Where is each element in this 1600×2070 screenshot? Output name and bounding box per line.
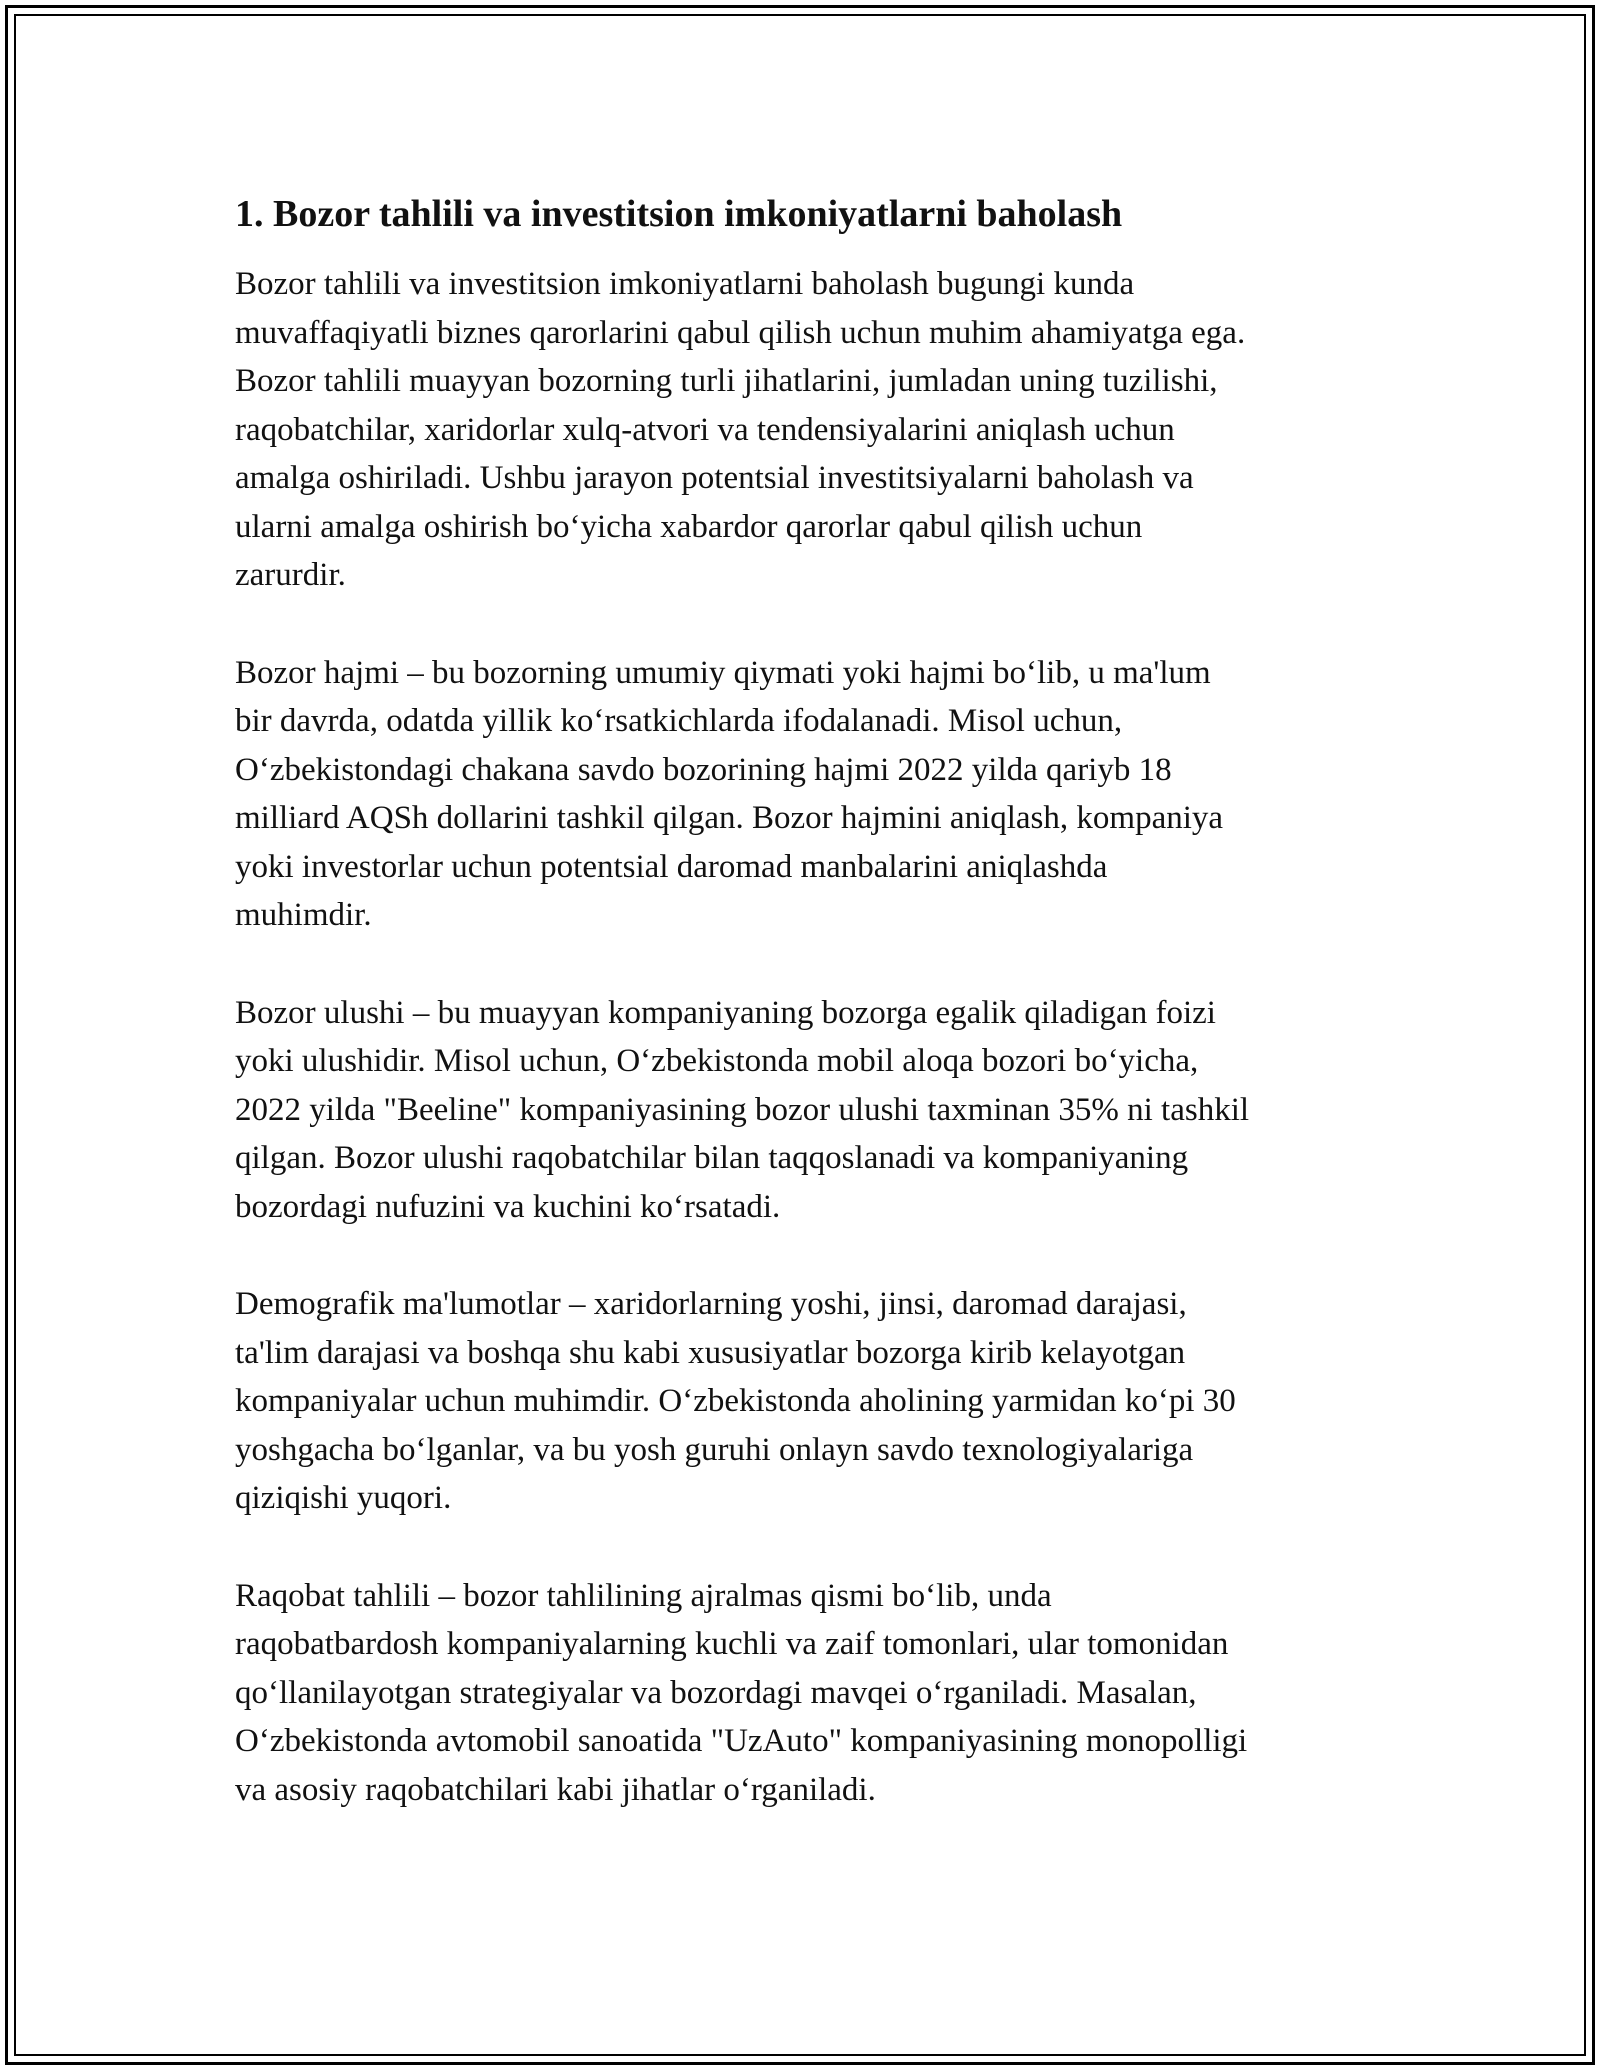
- document-body: [235, 186, 1370, 1863]
- paragraph-competition: Raqobat tahlili – bozor tahlilining ajralmas qismi boʻlib, unda raqobatbardosh kompaniyalarning kuchli va zaif tomonlari, ular tomonidan qoʻllanilayotgan strategiyalar va bozordagi mavqei oʻrganiladi. Masalan, Oʻzbekistonda avtomobil sanoatida "UzAuto" kompaniyasining monopolligi va asosiy raqobatchilari kabi jihatlar oʻrganiladi.: [235, 1577, 1248, 1808]
- paragraph-demographics: Demografik ma'lumotlar – xaridorlarning yoshi, jinsi, daromad darajasi, ta'lim darajasi va boshqa shu kabi xususiyatlar bozorga kirib kelayotgan kompaniyalar uchun muhimdir. Oʻzbekistonda aholining yarmidan koʻpi 30 yoshgacha boʻlganlar, va bu yosh guruhi onlayn savdo texnologiyalariga qiziqishi yuqori.: [235, 1286, 1236, 1516]
- paragraph-market-size: Bozor hajmi – bu bozorning umumiy qiymati yoki hajmi boʻlib, u ma'lum bir davrda, odatda yillik koʻrsatkichlarda ifodalanadi. Misol uchun, Oʻzbekistondagi chakana savdo bozorining hajmi 2022 yilda qariyb 18 milliard AQSh dollarini tashkil qilgan. Bozor hajmini aniqlash, kompaniya yoki investorlar uchun potentsial daromad manbalarini aniqlashda muhimdir.: [235, 654, 1224, 933]
- section-heading: 1. Bozor tahlili va investitsion imkoniyatlarni baholash: [235, 193, 1123, 235]
- paragraph-intro: Bozor tahlili va investitsion imkoniyatlarni baholash bugungi kunda muvaffaqiyatli biznes qarorlarini qabul qilish uchun muhim ahamiyatga ega. Bozor tahlili muayyan bozorning turli jihatlarini, jumladan uning tuzilishi, raqobatchilar, xaridorlar xulq-atvori va tendensiyalarini aniqlash uchun amalga oshiriladi. Ushbu jarayon potentsial investitsiyalarni baholash va ularni amalga oshirish boʻyicha xabardor qarorlar qabul qilish uchun zarurdir.: [235, 266, 1246, 593]
- paragraph-market-share: Bozor ulushi – bu muayyan kompaniyaning bozorga egalik qiladigan foizi yoki ulushidir. Misol uchun, Oʻzbekistonda mobil aloqa bozori boʻyicha, 2022 yilda "Beeline" kompaniyasining bozor ulushi taxminan 35% ni tashkil qilgan. Bozor ulushi raqobatchilar bilan taqqoslanadi va kompaniyaning bozordagi nufuzini va kuchini koʻrsatadi.: [235, 994, 1250, 1225]
